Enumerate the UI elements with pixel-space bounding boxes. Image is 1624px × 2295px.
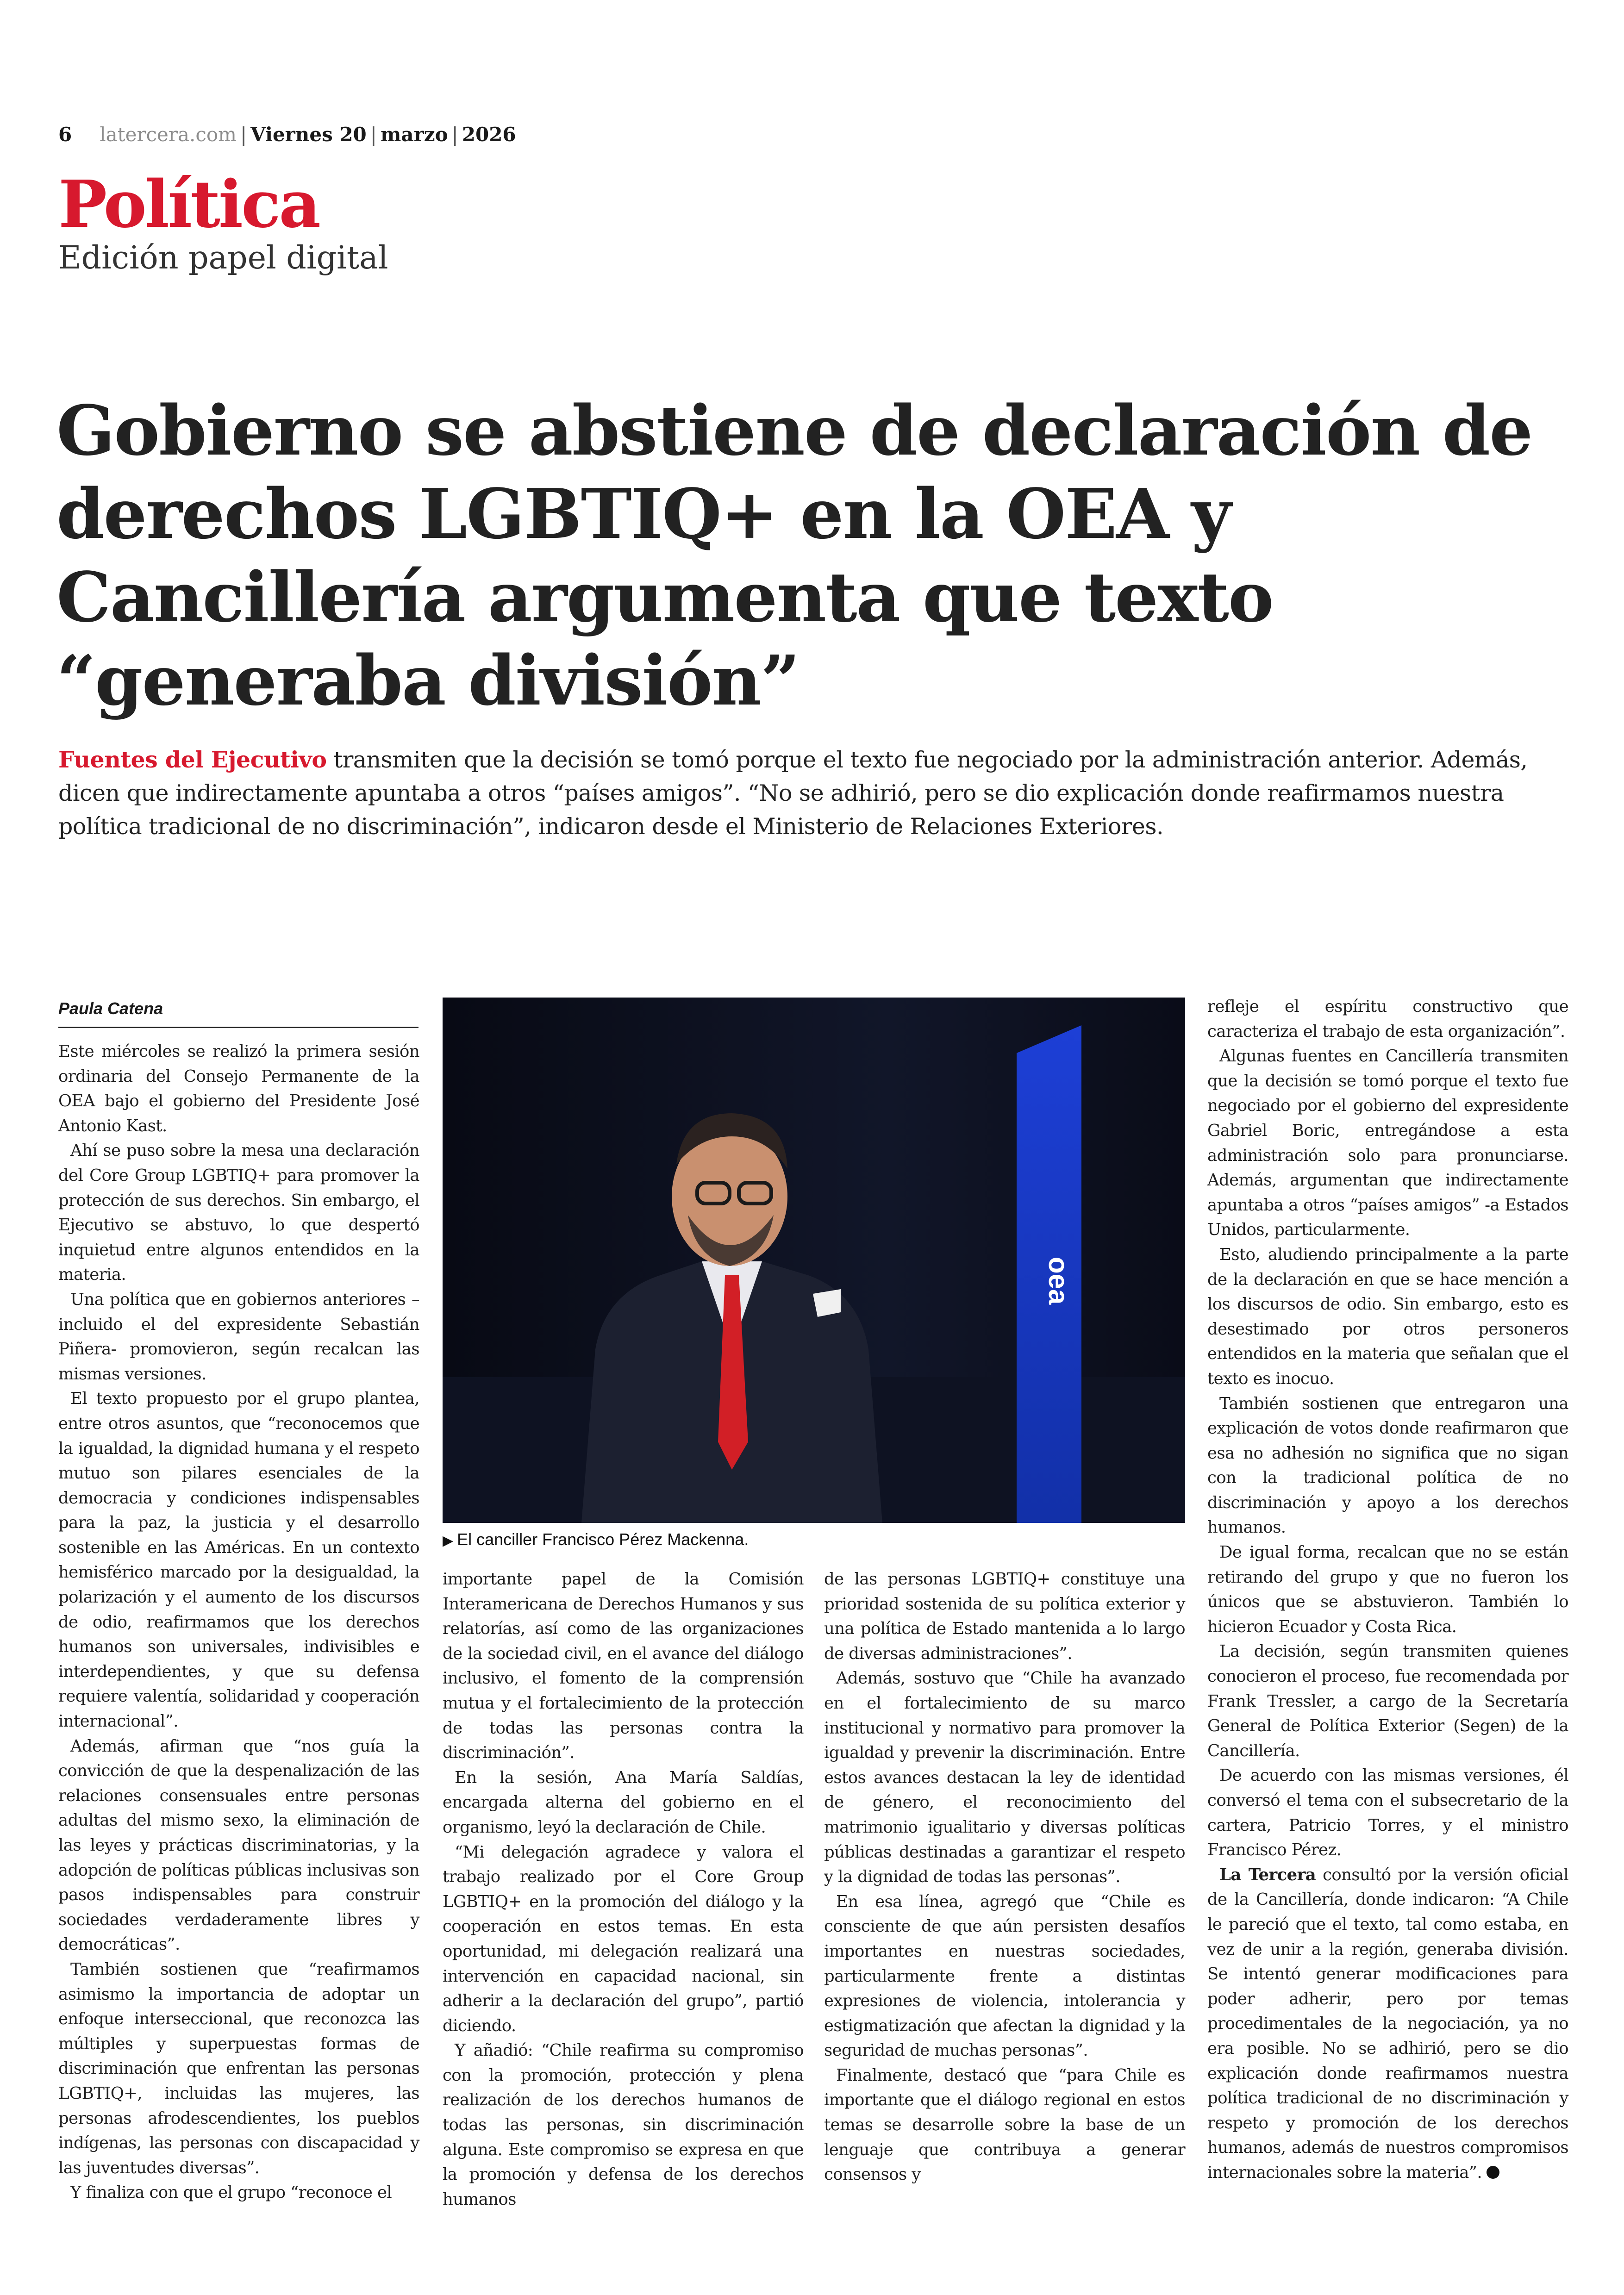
end-mark-icon xyxy=(1487,2166,1499,2179)
article-column-2 xyxy=(443,1567,804,2212)
paragraph: de las personas LGBTIQ+ constituye una prioridad sostenida de su política exterior y una política de Estado mantenida a lo largo de diversas administraciones”. xyxy=(824,1570,1185,1663)
screen-logo-text: oea xyxy=(1043,1257,1074,1305)
paragraph: En esa línea, agregó que “Chile es consciente de que aún persisten desafíos importantes en nuestras sociedades, particularmente frente a distintas expresiones de violencia, intolerancia y estigmatización que afectan la dignidad y la seguridad de muchas personas”. xyxy=(824,1892,1185,2060)
paragraph: Además, afirman que “nos guía la convicción de que la despenalización de las relaciones consensuales entre personas adultas del mismo sexo, la eliminación de las leyes y prácticas discriminatorias, y la adopción de políticas públicas inclusivas son pasos indispensables para construir sociedades verdaderamente libres y democráticas”. xyxy=(58,1736,419,1954)
article-column-4 xyxy=(1207,994,1568,2185)
issue-year: 2026 xyxy=(462,123,516,146)
paragraph: Ahí se puso sobre la mesa una declaración del Core Group LGBTIQ+ para promover la protección de sus derechos. Sin embargo, el Ejecutivo se abstuvo, lo que despertó inquietud entre algunos entendidos en la materia. xyxy=(58,1141,419,1285)
paragraph: De igual forma, recalcan que no se están retirando del grupo y que no fueron los únicos que se abstuvieron. También lo hicieron Ecuador y Costa Rica. xyxy=(1207,1543,1568,1636)
paragraph: Y finaliza con que el grupo “reconoce el xyxy=(70,2183,392,2202)
issue-day: Viernes 20 xyxy=(250,123,367,146)
paragraph: También sostienen que entregaron una explicación de votos donde reafirmaron que esa no adhesión no significa que no sigan con la tradicional política de no discriminación y apoyo a los derechos humanos. xyxy=(1207,1394,1568,1537)
page-number: 6 xyxy=(58,123,72,146)
article-column-1 xyxy=(58,1039,419,2205)
brand-name: La Tercera xyxy=(1219,1865,1316,1884)
paragraph: De acuerdo con las mismas versiones, él conversó el tema con el subsecretario de la cartera, Patricio Torres, y el ministro Francisco Pérez. xyxy=(1207,1766,1568,1860)
article-column-3 xyxy=(824,1567,1185,2187)
photo-caption xyxy=(443,1530,1185,1549)
paragraph: La decisión, según transmiten quienes conocieron el proceso, fue recomendada por Frank Tressler, a cargo de la Secretaría General de Política Exterior (Segen) de la Cancillería. xyxy=(1207,1642,1568,1760)
paragraph: Una política que en gobiernos anteriores –incluido el del expresidente Sebastián Piñera- promovieron, según recalcan las mismas versiones. xyxy=(58,1290,419,1384)
caption-arrow-icon: ▶ xyxy=(443,1533,454,1548)
pocket-square xyxy=(813,1289,841,1317)
byline: Paula Catena xyxy=(58,999,418,1028)
paragraph: importante papel de la Comisión Interamericana de Derechos Humanos y sus relatorías, así como de las organizaciones de la sociedad civil, en el avance del diálogo inclusivo, el fomento de la comprensión mutua y el fortalecimiento de la protección de todas las personas contra la discriminación”. xyxy=(443,1570,804,1763)
article-lead xyxy=(58,743,1558,843)
edition-label: Edición papel digital xyxy=(58,240,388,276)
paragraph: En la sesión, Ana María Saldías, encargada alterna del gobierno en el organismo, leyó la declaración de Chile. xyxy=(443,1768,804,1837)
paragraph: Algunas fuentes en Cancillería transmiten que la decisión se tomó porque el texto fue negociado por el gobierno del expresidente Gabriel Boric, entregándose a esta administración solo para pronunciarse. Además, argumentan que indirectamente apuntaba a otros “países amigos” -a Estados Unidos, particularmente. xyxy=(1207,1047,1568,1240)
article-headline: Gobierno se abstiene de declaración de derechos LGBTIQ+ en la OEA y Cancillería argumenta que texto “generaba división” xyxy=(56,390,1532,721)
issue-month: marzo xyxy=(380,123,448,146)
paragraph: Y añadió: “Chile reafirma su compromiso con la promoción, protección y plena realización de los derechos humanos de todas las personas, sin discriminación alguna. Este compromiso se expresa en que la promoción y defensa de los derechos humanos xyxy=(443,2041,804,2209)
lead-text: transmiten que la decisión se tomó porque el texto fue negociado por la administración anterior. Además, dicen que indirectamente apuntaba a otros “países amigos”. “No se adhirió, pero se dio explicación donde reafirmamos nuestra política tradicional de no discriminación”, indicaron desde el Ministerio de Relaciones Exteriores. xyxy=(58,747,1528,840)
article-photo xyxy=(443,998,1185,1523)
lead-kicker: Fuentes del Ejecutivo xyxy=(58,746,327,773)
paragraph: “Mi delegación agradece y valora el trabajo realizado por el Core Group LGBTIQ+ en la promoción del diálogo y la cooperación en estos temas. En esta oportunidad, mi delegación realizará una intervención en capacidad nacional, sin adherir a la declaración del grupo”, partió diciendo. xyxy=(443,1842,804,2035)
section-title: Política xyxy=(58,167,319,243)
paragraph: Esto, aludiendo principalmente a la parte de la declaración en que se hace mención a los discursos de odio. Sin embargo, esto es desestimado por otros personeros entendidos en la materia que señalan que el texto es inocuo. xyxy=(1207,1245,1568,1388)
paragraph: Este miércoles se realizó la primera sesión ordinaria del Consejo Permanente de la OEA bajo el gobierno del Presidente José Antonio Kast. xyxy=(58,1042,419,1135)
paragraph: refleje el espíritu constructivo que caracteriza el trabajo de esta organización”. xyxy=(1207,997,1568,1041)
paragraph: El texto propuesto por el grupo plantea, entre otros asuntos, que “reconocemos que la igualdad, la dignidad humana y el respeto mutuo son pilares esenciales de la democracia y condiciones indispensables para la paz, la justicia y el desarrollo sostenible en las Américas. En un contexto hemisférico marcado por la desigualdad, la polarización y el aumento de los discursos de odio, reafirmamos que los derechos humanos son universales, indivisibles e interdependientes, y que su defensa requiere valentía, solidaridad y cooperación internacional”. xyxy=(58,1389,419,1731)
page-folio: 6 latercera.com | Viernes 20 | marzo | 2026 xyxy=(58,123,516,146)
photo-illustration xyxy=(443,998,1185,1523)
paragraph-text: consultó por la versión oficial de la Cancillería, donde indicaron: “A Chile le pareció que el texto, tal como estaba, en vez de unir a la región, generaba división. Se intentó generar modificaciones para poder adherir, pero por temas procedimentales de la negociación, ya no era posible. No se adhirió, pero se dio explicación donde reafirmamos nuestra política tradicional de no discriminación y respeto y promoción de los derechos humanos, además de nuestros compromisos internacionales sobre la materia”. xyxy=(1207,1865,1568,2182)
caption-text: El canciller Francisco Pérez Mackenna. xyxy=(457,1530,749,1549)
paragraph-final xyxy=(1207,1863,1568,2185)
paragraph: Finalmente, destacó que “para Chile es importante que el diálogo regional en estos temas se desarrolle sobre la base de un lenguaje que contribuya a generar consensos y xyxy=(824,2065,1185,2184)
site-name: latercera.com xyxy=(100,123,237,146)
paragraph: También sostienen que “reafirmamos asimismo la importancia de adoptar un enfoque interseccional, que reconozca las múltiples y superpuestas formas de discriminación que enfrentan las personas LGBTIQ+, incluidas las mujeres, las personas afrodescendientes, los pueblos indígenas, las personas con discapacidad y las juventudes diversas”. xyxy=(58,1959,419,2177)
paragraph: Además, sostuvo que “Chile ha avanzado en el fortalecimiento de su marco institucional y normativo para promover la igualdad y prevenir la discriminación. Entre estos avances destacan la ley de identidad de género, el reconocimiento del matrimonio igualitario y diversas políticas públicas destinadas a garantizar el respeto y la dignidad de todas las personas”. xyxy=(824,1669,1185,1887)
